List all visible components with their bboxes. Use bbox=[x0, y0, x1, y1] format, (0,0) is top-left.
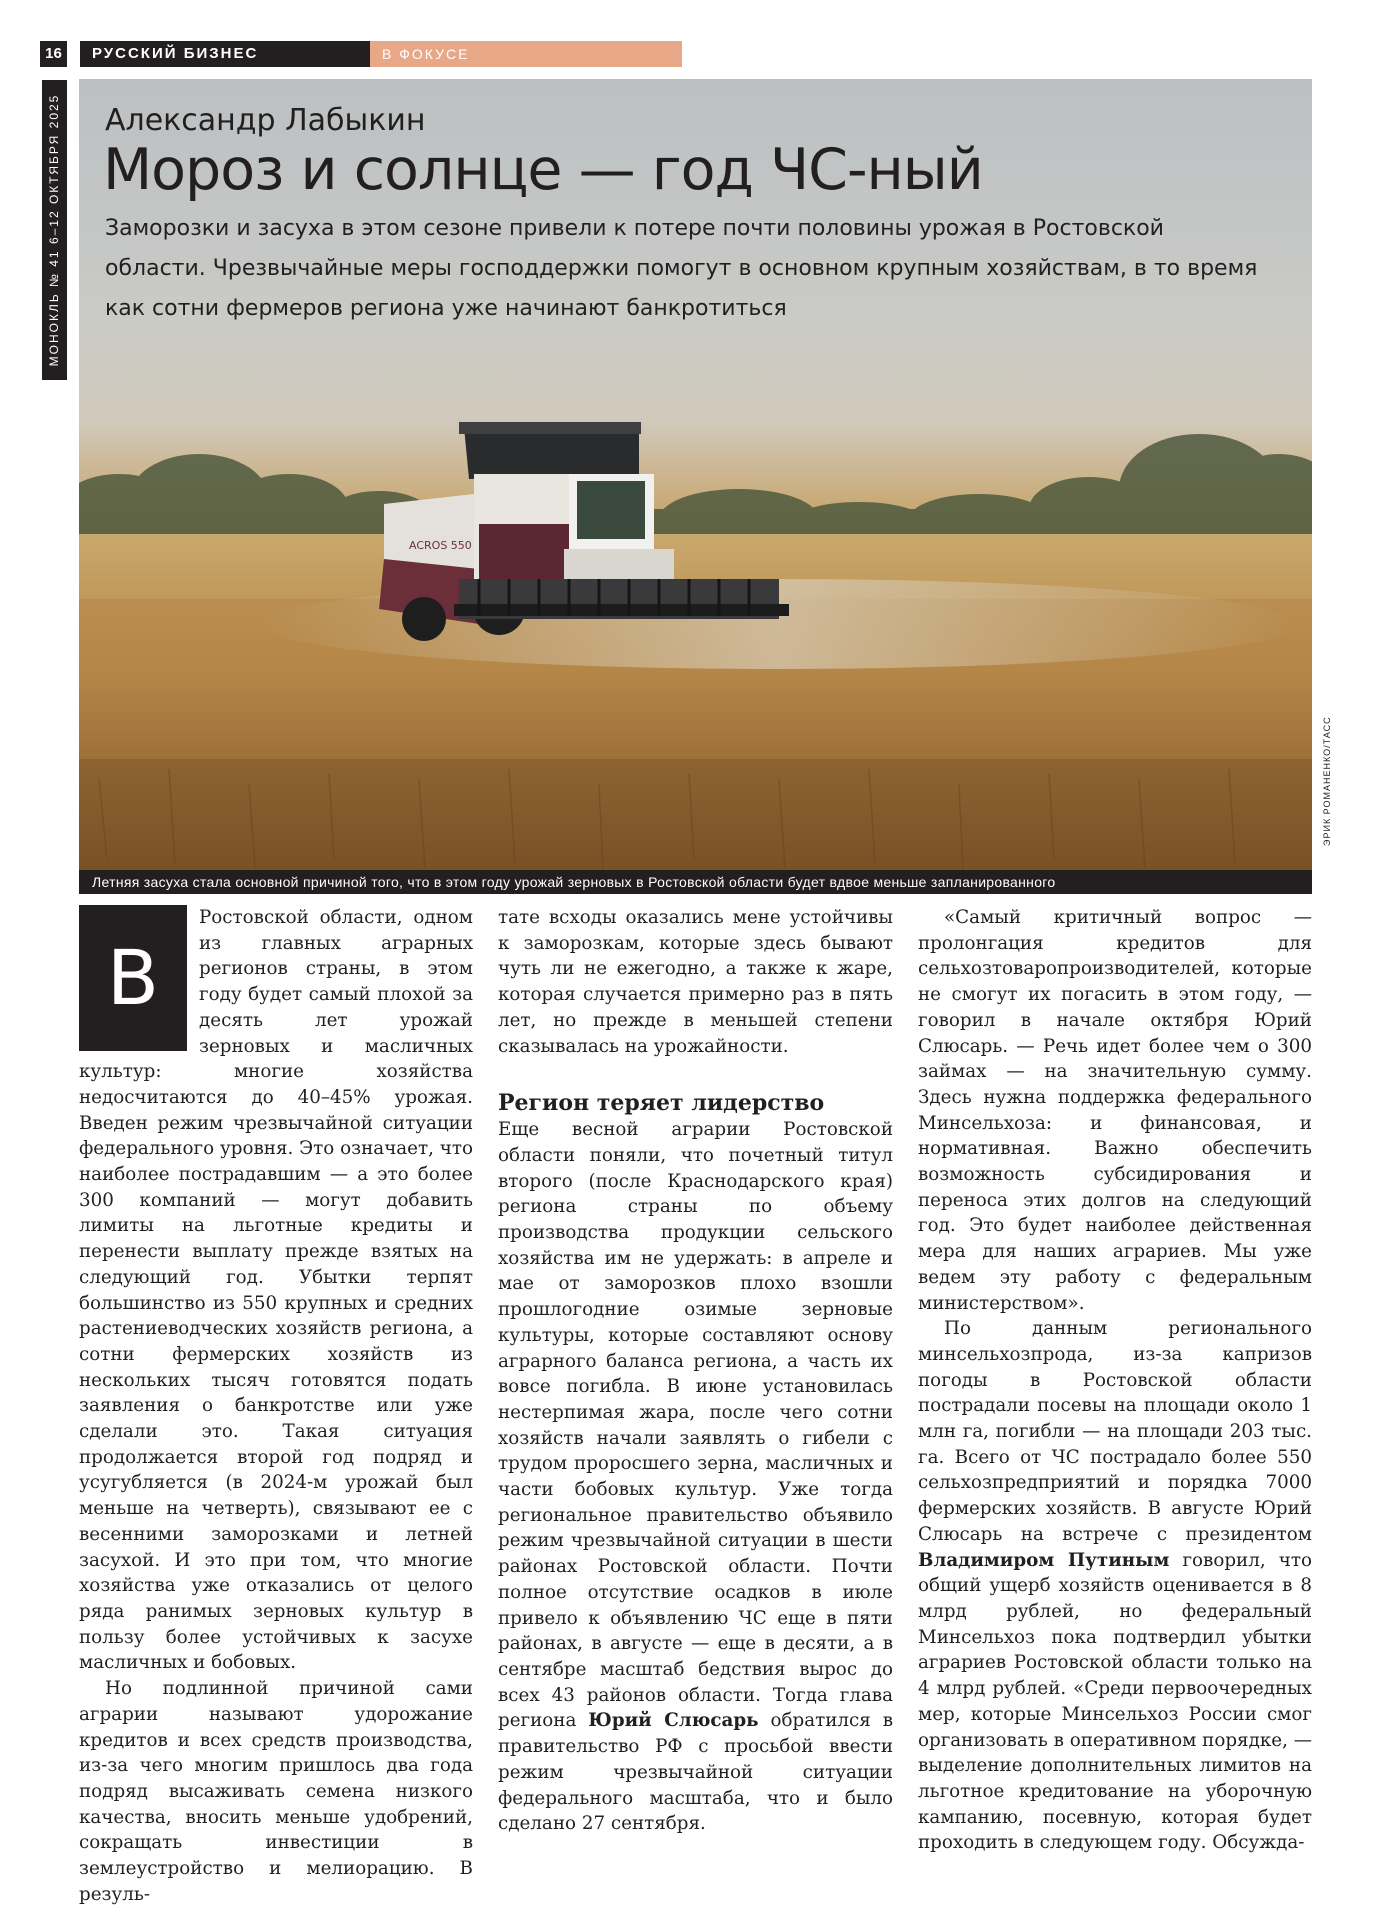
quote-paragraph: «Самый критичный вопрос — пролонгация кредитов для сельхозтоваропроизводителей, которые не смогут их погасить в этом году, — говорил в начале октября Юрий Слюсарь. — Речь идет более чем о 300 займах — на значительную сумму. Здесь нужна поддержка федерального Минсельхоза: и финансовая, и нормативная. Важно обеспечить возможность субсидирования и переноса этих долгов на следующий год. Это будет наиболее действенная мера для наших аграриев. Мы уже ведем эту работу с федеральным министерством». bbox=[918, 907, 1312, 1314]
paragraph-text: По данным регионального минсельхозпрода, из-за капризов погоды в Ростовской области пострадали посевы на площади около 1 млн га, погибли — на площади 203 тыс. га. Всего от ЧС пострадало более 550 сельхозпредприятий и порядка 7000 фермерских хозяйств. В августе Юрий Слюсарь на встрече с президентом bbox=[918, 1318, 1312, 1545]
page-number: 16 bbox=[40, 41, 67, 67]
photo-caption-bar bbox=[79, 870, 1312, 894]
article-lede: Заморозки и засуха в этом сезоне привели к потере почти половины урожая в Ростовской области. Чрезвычайные меры господдержки помогут в основном крупным хозяйствам, в то время как сотни фермеров региона уже начинают банкротиться bbox=[105, 216, 1258, 321]
paragraph bbox=[918, 1316, 1312, 1856]
person-name: Юрий Слюсарь bbox=[588, 1710, 759, 1732]
hero-photo bbox=[79, 79, 1312, 894]
paragraph: Ростовской области, одном из главных аграрных регионов страны, в этом году будет самый плохой за десять лет урожай зерновых и масличных культур: многие хозяйства недосчитаются до 40–45% урожая. Введен режим чрезвычайной ситуации федерального уровня. Это означает, что наиболее пострадавшим — а это более 300 компаний — могут добавить лимиты на льготные кредиты и перенести выплату прежде взятых на следующий год. Убытки терпят большинство из 550 крупных и средних растениеводческих хозяйств региона, а сотни фермерских хозяйств из нескольких тысяч готовятся подать заявления о банкротстве или уже сделали это. Такая ситуация продолжается второй год подряд и усугубляется (в 2024-м урожай был меньше на четверть), связывают ее с весенними заморозками и летней засухой. И это при том, что многие хозяйства уже отказались от целого ряда ранимых зерновых культур в пользу более устойчивых к засухе масличных и бобовых. bbox=[79, 907, 473, 1674]
text-column-3 bbox=[918, 905, 1312, 1856]
text-column-1 bbox=[79, 905, 473, 1907]
article-title: Мороз и солнце — год ЧС-ный bbox=[103, 137, 983, 203]
drop-cap: В bbox=[79, 905, 187, 1051]
section-label: РУССКИЙ БИЗНЕС bbox=[80, 41, 370, 67]
photo-caption: Летняя засуха стала основной причиной того, что в этом году урожай зерновых в Ростовской области будет вдвое меньше запланированного bbox=[92, 874, 1056, 890]
rubric-label: В ФОКУСЕ bbox=[370, 41, 682, 67]
subheading: Регион теряет лидерство bbox=[498, 1090, 825, 1117]
article-author: Александр Лабыкин bbox=[105, 103, 426, 138]
text-column-2 bbox=[498, 905, 893, 1837]
paragraph-text: Еще весной аграрии Ростовской области поняли, что почетный титул второго (после Краснодарского края) региона страны по объему производства продукции сельского хозяйства им не удержать: в апреле и мае от заморозков плохо взошли прошлогодние озимые зерновые культуры, которые составляют основу аграрного баланса региона, а часть их вовсе погибла. В июне установилась нестерпимая жара, после чего сотни хозяйств начали заявлять о гибели с трудом проросшего зерна, масличных и части бобовых культур. Уже тогда региональное правительство объявило режим чрезвычайной ситуации в шести районах Ростовской области. Почти полное отсутствие осадков в июле привело к объявлению ЧС еще в пяти районах, в августе — еще в десяти, а в сентябре масштаб бедствия вырос до всех 43 районов области. Тогда глава региона bbox=[498, 1119, 893, 1732]
paragraph-text: обратился в правительство РФ с просьбой ввести режим чрезвычайной ситуации федерального масштаба, что и было сделано 27 сентября. bbox=[498, 1710, 893, 1835]
paragraph: тате всходы оказались мене устойчивы к заморозкам, которые здесь бывают чуть ли не ежегодно, а также к жаре, которая случается примерно раз в пять лет, но прежде в меньшей степени сказывалась на урожайности. bbox=[498, 907, 893, 1057]
photo-credit: ЭРИК РОМАНЕНКО/ТАСС bbox=[1322, 716, 1332, 846]
paragraph bbox=[498, 1117, 893, 1837]
paragraph: Но подлинной причиной сами аграрии называют удорожание кредитов и всех средств производства, из-за чего многим пришлось два года подряд высаживать семена низкого качества, вносить меньше удобрений, сокращать инвестиции в землеустройство и мелиорацию. В резуль- bbox=[79, 1678, 473, 1905]
issue-info: МОНОКЛЬ № 41 6–12 ОКТЯБРЯ 2025 bbox=[47, 93, 61, 367]
combine-brand: ACROS 550 bbox=[409, 539, 472, 552]
tree-line bbox=[79, 434, 1312, 549]
issue-spine bbox=[42, 80, 67, 380]
paragraph-text: говорил, что общий ущерб хозяйств оценивается в 8 млрд рублей, но федеральный Минсельхоз пока подтвердил убытки аграриев Ростовской области только на 4 млрд рублей. «Среди первоочередных мер, которые Минсельхоз России смог организовать в оперативном порядке, — выделение дополнительных лимитов на льготное кредитование на уборочную кампанию, посевную, которая будет проходить в следующем году. Обсужда- bbox=[918, 1549, 1312, 1854]
person-name: Владимиром Путиным bbox=[918, 1549, 1170, 1571]
